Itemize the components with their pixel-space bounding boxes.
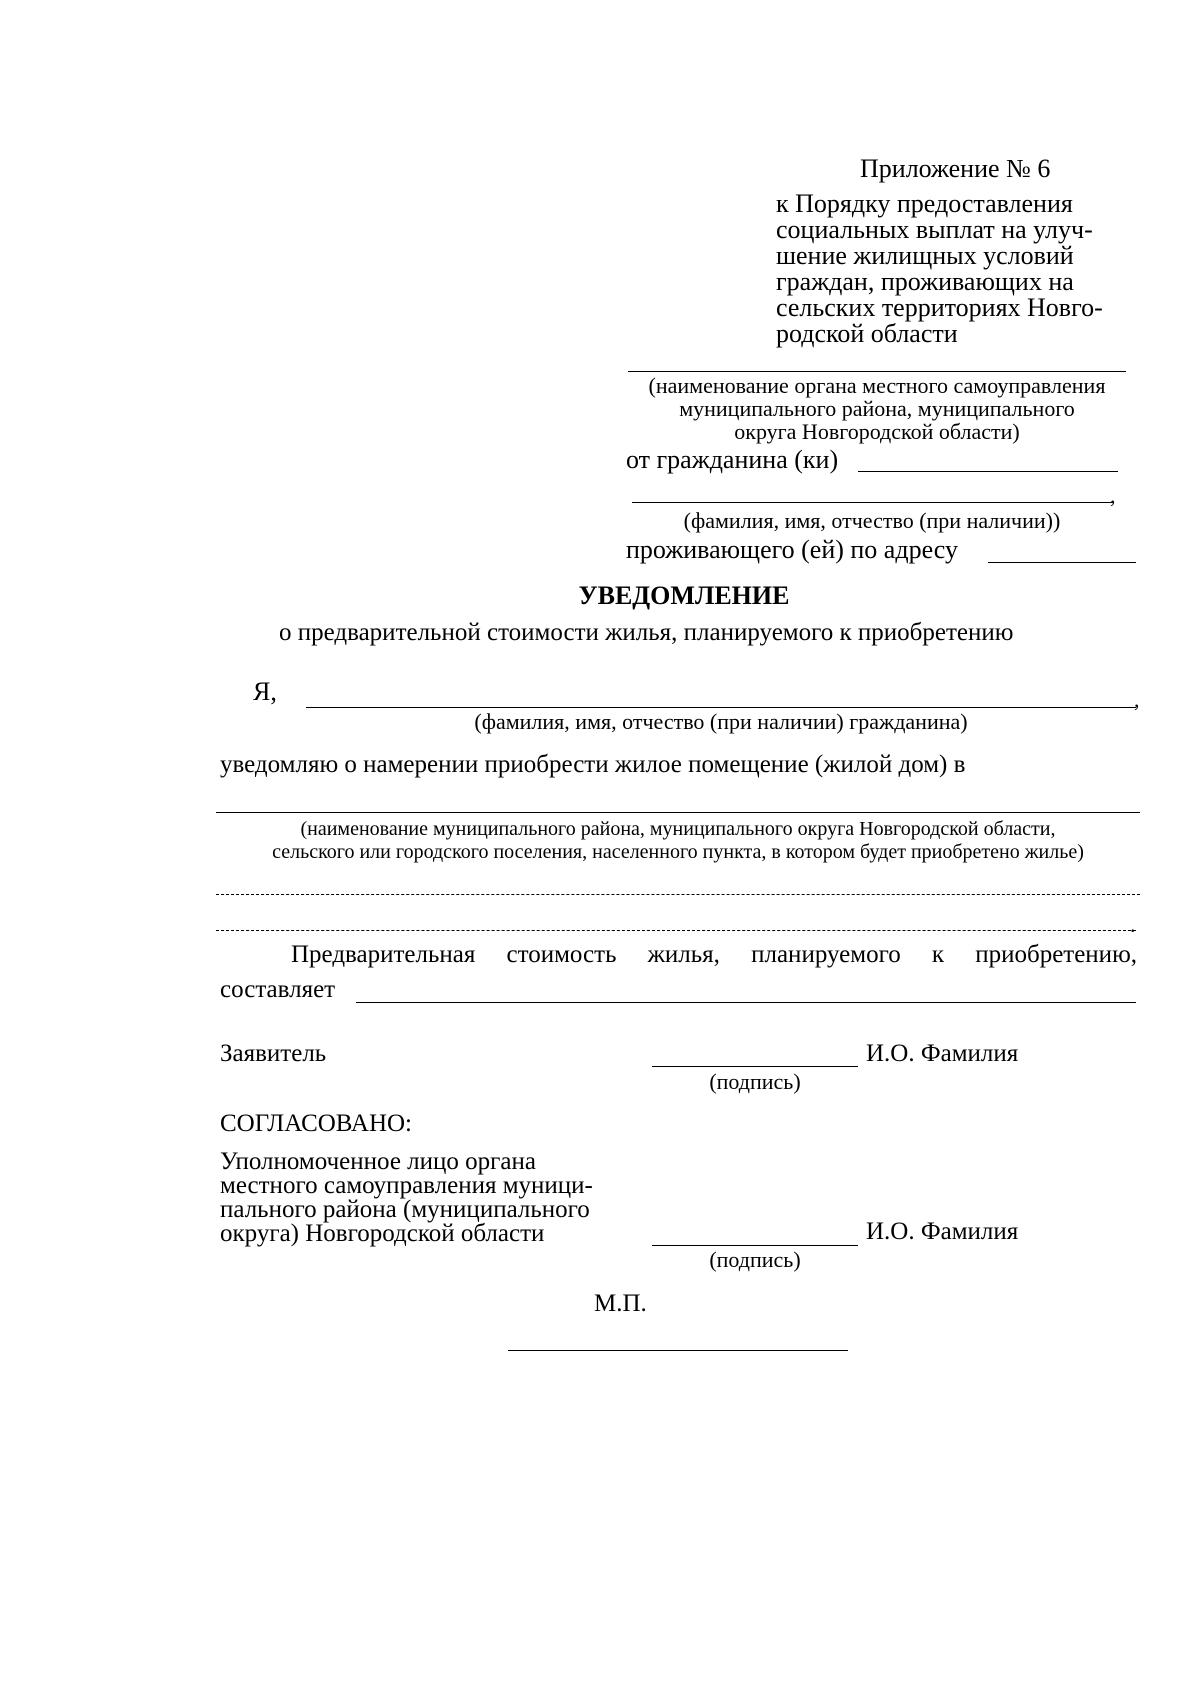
location-end-mark: . (1130, 912, 1136, 937)
closing-rule (508, 1350, 848, 1351)
official-line-4: округа) Новгородской области (220, 1220, 545, 1247)
org-caption-line-3: округа Новгородской области) (734, 419, 1020, 444)
cost-line-2: составляет (220, 976, 336, 1003)
from-citizen-line[interactable] (858, 471, 1118, 472)
location-extra-line-2[interactable] (216, 930, 1136, 931)
stamp-label: М.П. (594, 1290, 647, 1317)
org-caption-line-2: муниципального района, муниципального (679, 396, 1075, 421)
appendix-line-6: родской области (776, 319, 958, 348)
applicant-label: Заявитель (220, 1040, 327, 1067)
location-extra-line-1[interactable] (216, 894, 1140, 895)
appendix-line-1: к Порядку предоставления (776, 189, 1073, 218)
cost-line-1: Предварительная стоимость жилья, планируемого к приобретению, (291, 941, 1137, 968)
applicant-name: И.О. Фамилия (866, 1040, 1019, 1067)
cost-value-line[interactable] (356, 1002, 1136, 1003)
official-signature-caption: (подпись) (709, 1247, 801, 1272)
appendix-line-3: шение жилищных условий (776, 241, 1074, 270)
applicant-name-line[interactable] (306, 707, 1136, 708)
appendix-line-2: социальных выплат на улуч- (776, 215, 1093, 244)
location-line[interactable] (216, 812, 1140, 813)
org-name-line[interactable] (628, 371, 1126, 372)
document-subtitle: о предварительной стоимости жилья, планируемого к приобретению (279, 619, 1014, 646)
citizen-name-caption: (фамилия, имя, отчество (при наличии)) (683, 508, 1061, 533)
intent-text: уведомляю о намерении приобрести жилое помещение (жилой дом) в (220, 751, 966, 778)
applicant-name-end-mark: , (1134, 687, 1140, 712)
applicant-signature-line[interactable] (652, 1066, 858, 1067)
org-caption-line-1: (наименование органа местного самоуправления (648, 373, 1106, 398)
document-title: УВЕДОМЛЕНИЕ (578, 581, 790, 610)
appendix-title: Приложение № 6 (860, 154, 1051, 183)
location-caption-line-1: (наименование муниципального района, муниципального округа Новгородской области, (300, 818, 1056, 840)
official-line-1: Уполномоченное лицо органа (220, 1148, 536, 1175)
official-signature-line[interactable] (652, 1245, 858, 1246)
address-line[interactable] (988, 562, 1136, 563)
applicant-signature-caption: (подпись) (709, 1069, 801, 1094)
official-line-3: пального района (муниципального (220, 1196, 590, 1223)
appendix-line-4: граждан, проживающих на (776, 267, 1074, 296)
location-caption-line-2: сельского или городского поселения, населенного пункта, в котором будет приобретено жилье) (272, 841, 1084, 863)
official-line-2: местного самоуправления муници- (220, 1172, 593, 1199)
official-name: И.О. Фамилия (866, 1218, 1019, 1245)
from-citizen-label: от гражданина (ки) (626, 445, 839, 474)
i-label: Я, (253, 677, 277, 706)
citizen-name-end-mark: , (1110, 483, 1116, 508)
address-label: проживающего (ей) по адресу (626, 535, 958, 564)
appendix-line-5: сельских территориях Новго- (776, 293, 1103, 322)
applicant-name-caption: (фамилия, имя, отчество (при наличии) гражданина) (474, 709, 968, 734)
approved-label: СОГЛАСОВАНО: (220, 1110, 413, 1137)
citizen-name-line[interactable] (632, 502, 1112, 503)
